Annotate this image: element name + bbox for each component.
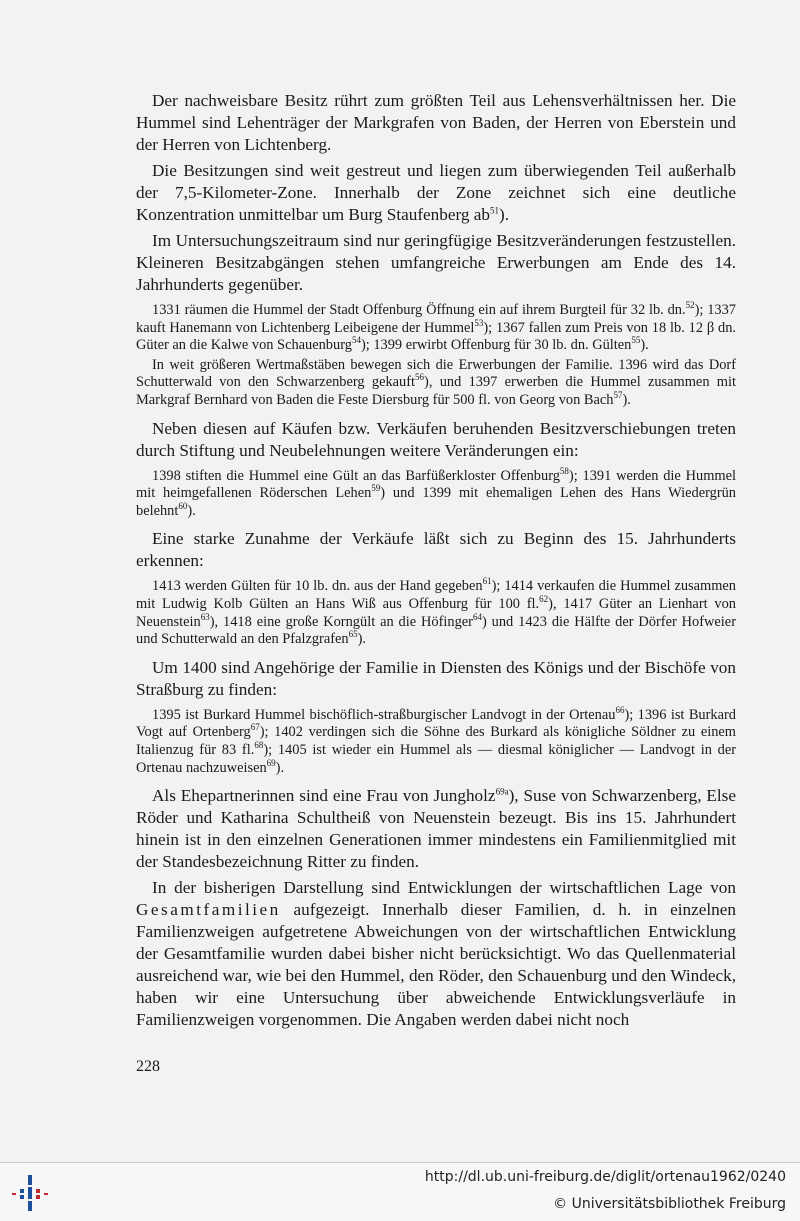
- source-url-link[interactable]: http://dl.ub.uni-freiburg.de/diglit/ortenau1962/0240: [424, 1169, 786, 1185]
- note-paragraph: 1331 räumen die Hummel der Stadt Offenburg Öffnung ein auf ihrem Burgteil für 32 lb. dn.$^{52}$); 1337 kauft Hanemann von Lichtenberg Leibeigene der Hummel$^{53}$); 1367 fallen zum Preis von 18 lb. 12 β dn. Güter an die Kalwe von Schauenburg$^{54}$); 1399 erwirbt Offenburg für 30 lb. dn. Gülten$^{55}$).: [136, 300, 736, 354]
- footnote-ref: 66: [615, 704, 625, 715]
- note-paragraph: 1395 ist Burkard Hummel bischöflich-straßburgischer Landvogt in der Ortenau$^{66}$); 1396 ist Burkard Vogt auf Ortenberg$^{67}$); 1402 verdingen sich die Söhne des Burkard als königliche Söldner zu einem Italienzug für 83 fl.$^{68}$); 1405 ist wieder ein Hummel als — diesmal königlicher — Landvogt in der Ortenau nachzuweisen$^{69}$).: [136, 704, 736, 776]
- footnote-ref: 67: [250, 722, 260, 733]
- note-block-2: [136, 465, 736, 521]
- footnote-ref: 57: [613, 390, 623, 401]
- footnote-ref: 61: [482, 576, 492, 587]
- footnote-ref: 64: [472, 611, 482, 622]
- page-number: 228: [136, 1058, 160, 1075]
- body-text: [136, 90, 736, 1035]
- paragraph-5: Eine starke Zunahme der Verkäufe läßt sich zu Beginn des 15. Jahrhunderts erkennen:: [136, 529, 736, 571]
- footnote-ref: 58: [559, 465, 569, 476]
- footnote-ref: 69a: [495, 786, 509, 797]
- paragraph-7: Als Ehepartnerinnen sind eine Frau von Jungholz$^{69a}$), Suse von Schwarzenberg, Else Röder und Katharina Schultheiß von Neuenstein bezeugt. Bis ins 15. Jahrhundert hinein ist in den einzelnen Generationen immer mindestens ein Familienmitglied mit der Standesbezeichnung Ritter zu finden.: [136, 786, 736, 872]
- footnote-ref: 62: [539, 594, 549, 605]
- copyright-text: © Universitätsbibliothek Freiburg: [553, 1196, 786, 1212]
- note-paragraph: 1413 werden Gülten für 10 lb. dn. aus der Hand gegeben$^{61}$); 1414 verkaufen die Hummel zusammen mit Ludwig Kolb Gülten an Hans Wiß aus Offenburg für 100 fl.$^{62}$), 1417 Güter an Lienhart von Neuenstein$^{63}$), 1418 eine große Korngült an die Höfinger$^{64}$) und 1423 die Hälfte der Dörfer Hofweier und Schutterwald an den Pfalzgrafen$^{65}$).: [136, 576, 736, 648]
- note-block-1: [136, 302, 736, 410]
- spaced-emphasis: Gesamtfamilien: [136, 900, 281, 920]
- footnote-ref: 68: [254, 740, 264, 751]
- paragraph-4: Neben diesen auf Käufen bzw. Verkäufen beruhenden Besitzverschiebungen treten durch Stiftung und Neubelehnungen weitere Veränderungen ein:: [136, 418, 736, 460]
- footnote-ref: 52: [685, 300, 695, 311]
- library-logo-icon: [10, 1173, 50, 1213]
- paragraph-3: Im Untersuchungszeitraum sind nur geringfügige Besitzveränderungen festzustellen. Kleineren Besitzabgängen stehen umfangreiche Erwerbungen am Ende des 14. Jahrhunderts gegenüber.: [136, 231, 736, 294]
- paragraph-2: Die Besitzungen sind weit gestreut und liegen zum überwiegenden Teil außerhalb der 7,5-Kilometer-Zone. Innerhalb der Zone zeichnet sich eine deutliche Konzentration unmittelbar um Burg Staufenberg $ab^{51}$).: [136, 161, 736, 224]
- paragraph-1: Der nachweisbare Besitz rührt zum größten Teil aus Lehensverhältnissen her. Die Hummel sind Lehenträger der Markgrafen von Baden, der Herren von Eberstein und der Herren von Lichtenberg.: [136, 91, 736, 154]
- footnote-ref: 53: [474, 317, 484, 328]
- footnote-ref: 63: [200, 611, 210, 622]
- paragraph-8: In der bisherigen Darstellung sind Entwicklungen der wirtschaftlichen Lage von Gesamtfamilien aufgezeigt. Innerhalb dieser Familien, d. h. in einzelnen Familienzweigen aufgetretene Abweichungen von der wirtschaftlichen Entwicklung der Gesamtfamilie wurden dabei bisher nicht berücksichtigt. Wo das Quellenmaterial ausreichend war, wie bei den Hummel, den Röder, den Schauenburg und den Windeck, haben wir eine Untersuchung über abweichende Entwicklungsverläufe in Familienzweigen vorgenommen. Die Angaben werden dabei nicht noch: [136, 878, 736, 1030]
- footnote-ref: 60: [178, 500, 188, 511]
- note-block-3: [136, 578, 736, 648]
- footnote-ref: 55: [631, 335, 641, 346]
- paragraph-6: Um 1400 sind Angehörige der Familie in Diensten des Königs und der Bischöfe von Straßburg zu finden:: [136, 657, 736, 699]
- footnote-ref: 65: [348, 629, 358, 640]
- footnote-ref: 56: [415, 372, 425, 383]
- footnote-ref: 51: [490, 205, 500, 216]
- note-block-4: [136, 704, 736, 777]
- footnote-ref: 59: [371, 483, 381, 494]
- footnote-ref: 69: [266, 757, 276, 768]
- footnote-ref: 54: [351, 335, 361, 346]
- footer-bar: [0, 1162, 800, 1221]
- note-paragraph: 1398 stiften die Hummel eine Gült an das Barfüßerkloster Offenburg$^{58}$); 1391 werden die Hummel mit heimgefallenen Röderschen Lehen$^{59}$) und 1399 mit ehemaligen Lehen des Hans Wiedergrün belehnt$^{60}$).: [136, 465, 736, 519]
- note-paragraph: In weit größeren Wertmaßstäben bewegen sich die Erwerbungen der Familie. 1396 wird das Dorf Schutterwald von den Schwarzenberg gekauft$^{56}$), und 1397 erwerben die Hummel zusammen mit Markgraf Bernhard von Baden die Feste Diersburg für 500 fl. von Georg von Bach$^{57}$).: [136, 356, 736, 408]
